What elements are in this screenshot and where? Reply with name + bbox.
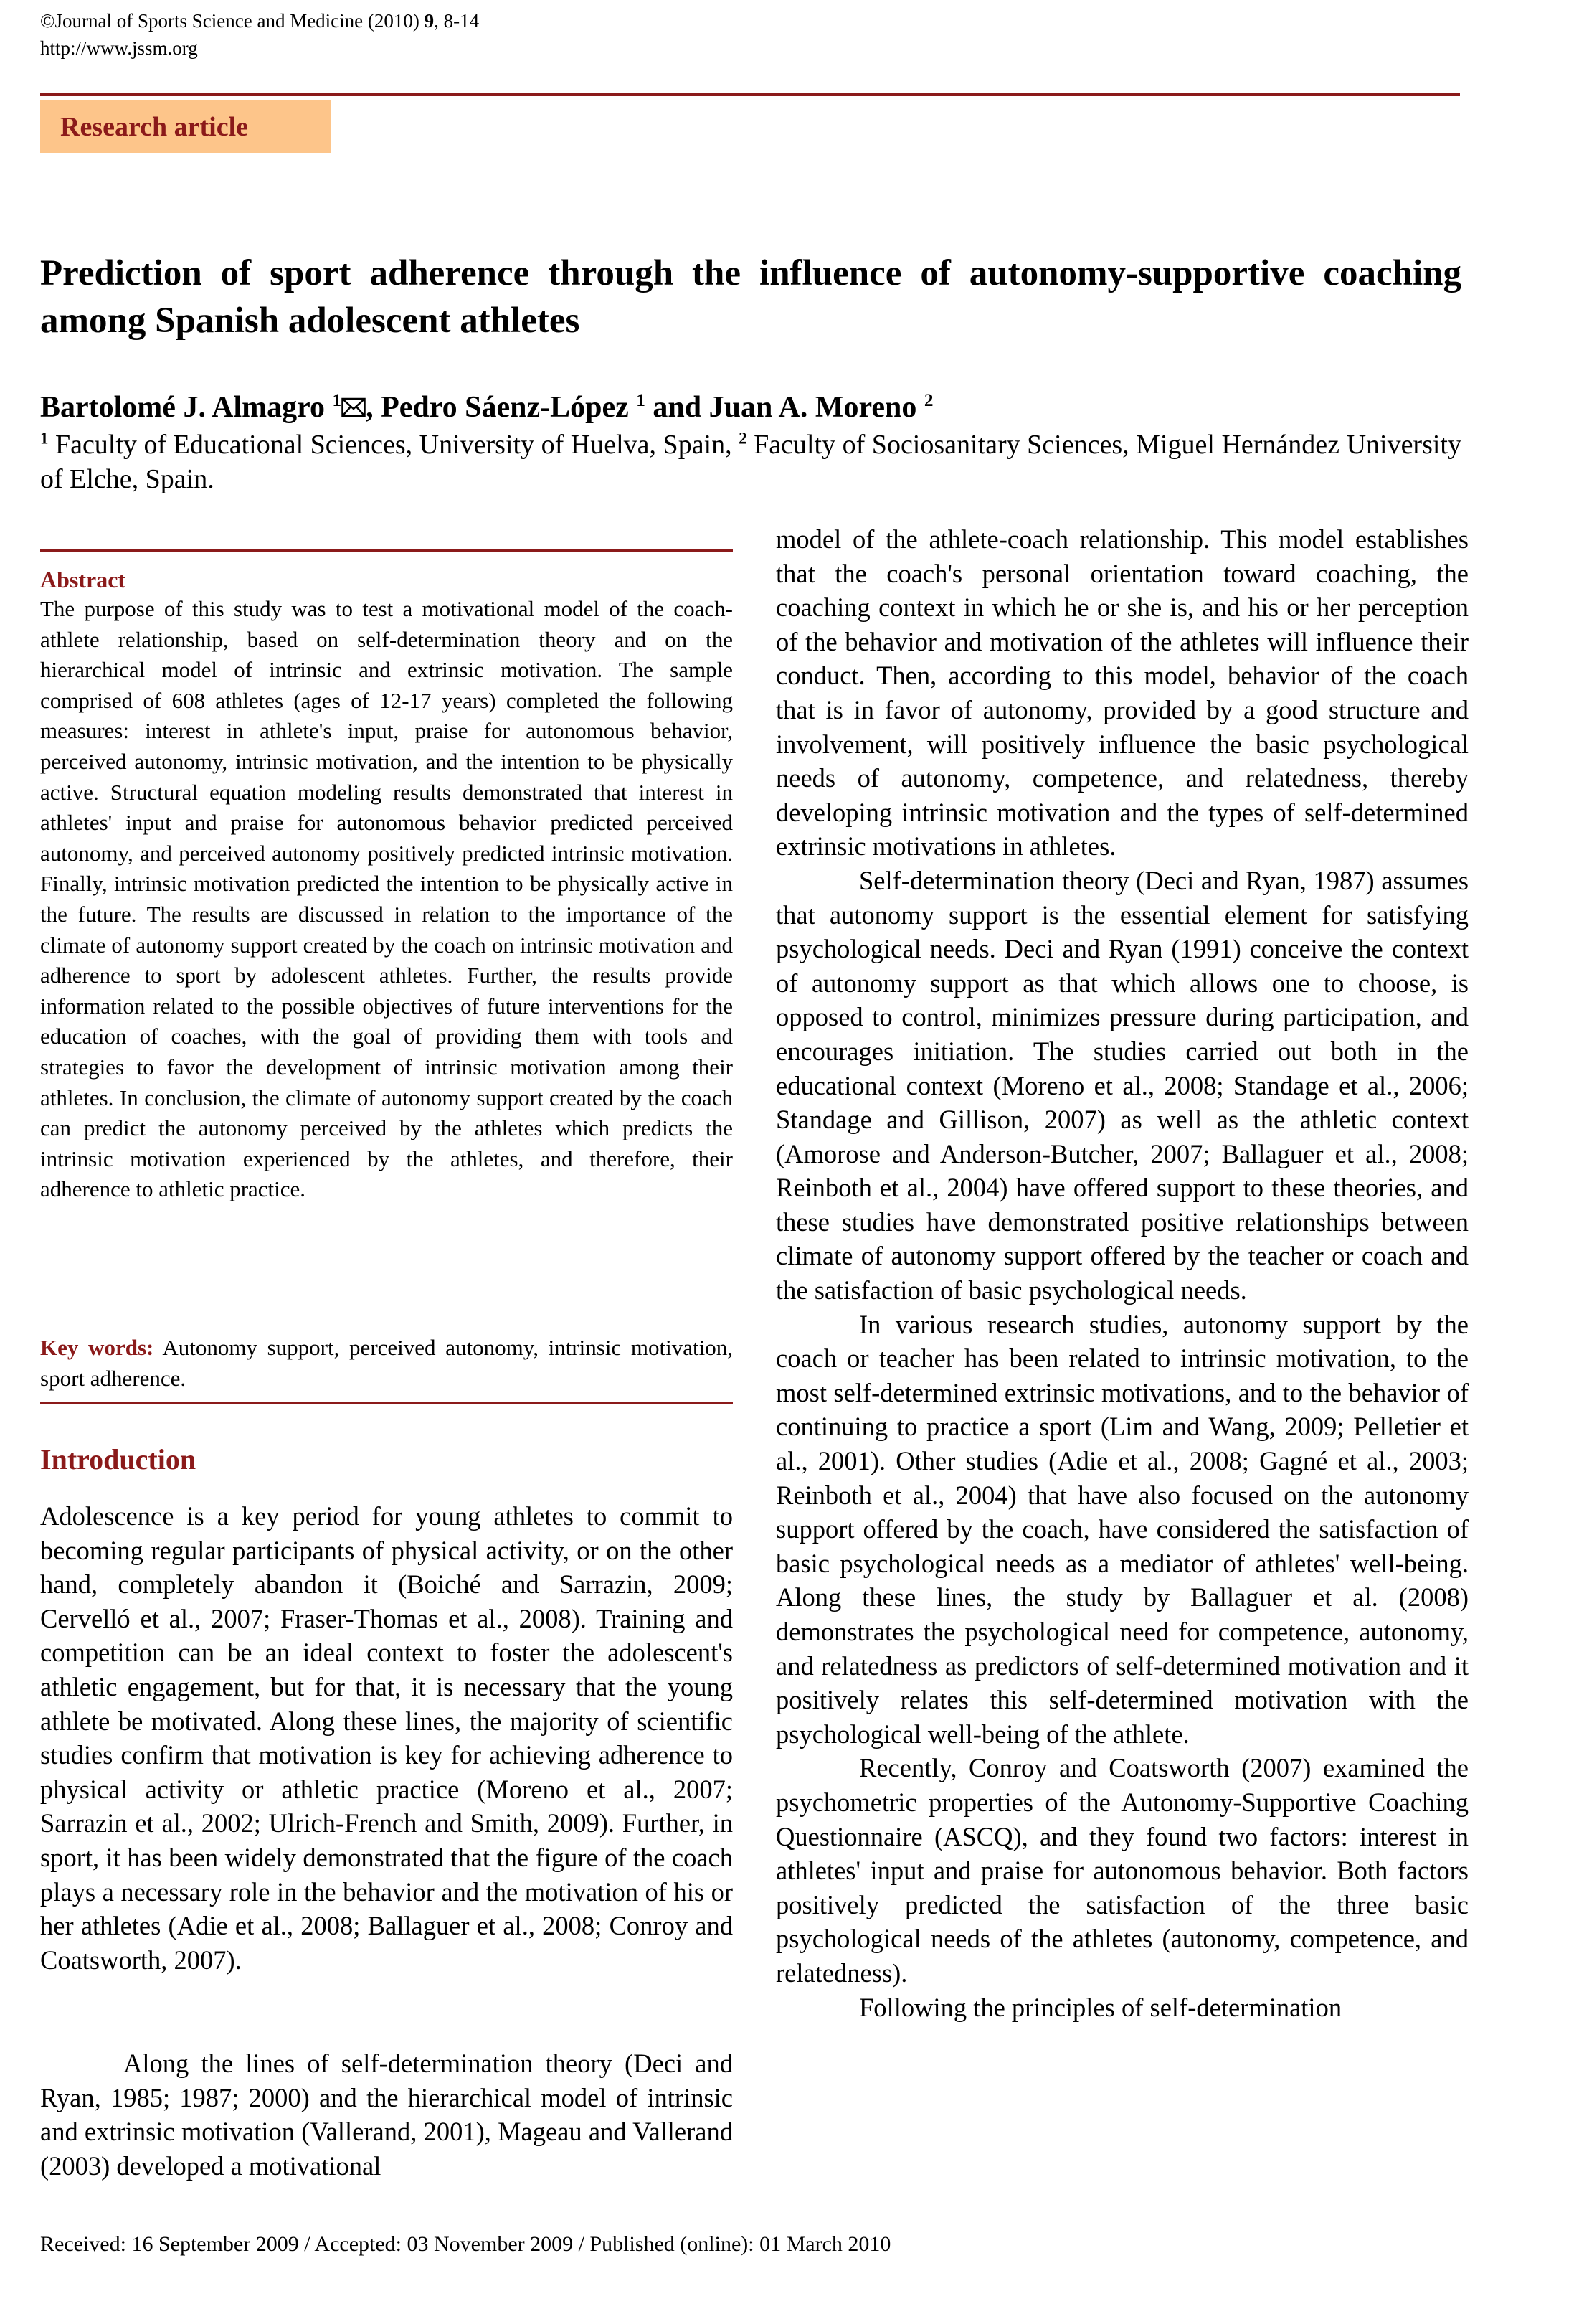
article-type-badge: Research article bbox=[40, 100, 331, 153]
citation-volume: 9 bbox=[424, 10, 435, 32]
right-column bbox=[776, 522, 1469, 2024]
header-divider bbox=[40, 93, 1460, 96]
author-list bbox=[40, 387, 1461, 429]
body-paragraph: Recently, Conroy and Coatsworth (2007) examined the psychometric properties of the Autonomy-Supportive Coaching Questionnaire (ASCQ), and they found two factors: interest in athletes' input and praise for autonomous behavior. Both factors positively predicted the satisfaction of the three basic psychological needs of the athletes (autonomy, competence, and relatedness). bbox=[776, 1753, 1469, 1988]
keywords-list: Autonomy support, perceived autonomy, intrinsic motivation, sport adherence. bbox=[40, 1335, 733, 1391]
introduction-paragraph: Adolescence is a key period for young athletes to commit to becoming regular participants of physical activity, or on the other hand, completely abandon it (Boiché and Sarrazin, 2009; Cervelló et al., 2007; Fraser-Thomas et al., 2008). Training and competition can be an ideal context to foster the adolescent's athletic engagement, but for that, it is necessary that the young athlete be motivated. Along these lines, the majority of scientific studies confirm that motivation is key for achieving adherence to physical activity or athletic practice (Moreno et al., 2007; Sarrazin et al., 2002; Ulrich-French and Smith, 2009). Further, in sport, it has been widely demonstrated that the figure of the coach plays a necessary role in the behavior and the motivation of his or her athletes (Adie et al., 2008; Ballaguer et al., 2008; Conroy and Coatsworth, 2007). bbox=[40, 1501, 733, 1975]
body-paragraph: model of the athlete-coach relationship. This model establishes that the coach's personal orientation toward coaching, the coaching context in which he or she is, and his or her perception of the behavior and motivation of the athletes will influence their conduct. Then, according to this model, behavior of the coach that is in favor of autonomy, provided by a good structure and involvement, will positively influence the basic psychological needs of autonomy, competence, and relatedness, thereby developing intrinsic motivation and the types of self-determined extrinsic motivations in athletes. bbox=[776, 524, 1469, 861]
author-1-affiliation: 1 bbox=[332, 391, 342, 410]
affiliation-2: Faculty of Sociosanitary Sciences, Miguel Hernández University of Elche, Spain. bbox=[40, 430, 1461, 494]
affiliation-1-marker: 1 bbox=[40, 429, 49, 448]
abstract-bottom-divider bbox=[40, 1402, 733, 1404]
affiliation-1: Faculty of Educational Sciences, University of Huelva, Spain, bbox=[48, 430, 739, 460]
email-icon[interactable] bbox=[341, 389, 366, 429]
author-2: , Pedro Sáenz-López bbox=[366, 391, 637, 424]
affiliations bbox=[40, 428, 1461, 496]
abstract-heading: Abstract bbox=[40, 567, 126, 592]
author-2-affiliation: 1 bbox=[636, 391, 645, 410]
author-3: and Juan A. Moreno bbox=[645, 391, 924, 424]
abstract-body: The purpose of this study was to test a motivational model of the coach-athlete relationship, based on self-determination theory and on the hierarchical model of intrinsic and extrinsic motivation. The sample comprised of 608 athletes (ages of 12-17 years) completed the following measures: interest in athlete's input, praise for autonomous behavior, perceived autonomy, intrinsic motivation, and the intention to be physically active. Structural equation modeling results demonstrated that interest in athletes' input and praise for autonomous behavior predicted perceived autonomy, and perceived autonomy positively predicted intrinsic motivation. Finally, intrinsic motivation predicted the intention to be physically active in the future. The results are discussed in relation to the importance of the climate of autonomy support created by the coach on intrinsic motivation and adherence to sport by adolescent athletes. Further, the results provide information related to the possible objectives of future interventions for the education of coaches, with the goal of providing them with tools and strategies to favor the development of intrinsic motivation among their athletes. In conclusion, the climate of autonomy support created by the coach can predict the autonomy perceived by the athletes which predicts the intrinsic motivation experienced by the athletes, and therefore, their adherence to athletic practice. bbox=[40, 596, 733, 1202]
citation-pages: , 8-14 bbox=[434, 10, 480, 32]
author-3-affiliation: 2 bbox=[924, 391, 934, 410]
keywords-label: Key words: bbox=[40, 1335, 154, 1360]
citation-prefix: ©Journal of Sports Science and Medicine (2010) bbox=[40, 10, 425, 32]
article-title: Prediction of sport adherence through the influence of autonomy-supportive coaching among Spanish adolescent athletes bbox=[40, 253, 1461, 341]
journal-url[interactable]: http://www.jssm.org bbox=[40, 37, 198, 59]
abstract-top-divider bbox=[40, 549, 733, 552]
body-paragraph: Self-determination theory (Deci and Ryan, 1987) assumes that autonomy support is the essential element for satisfying psychological needs. Deci and Ryan (1991) conceive the context of autonomy support as that which allows one to choose, is opposed to control, minimizes pressure during participation, and encourages initiation. The studies carried out both in the educational context (Moreno et al., 2008; Standage et al., 2006; Standage and Gillison, 2007) as well as the athletic context (Amorose and Anderson-Butcher, 2007; Ballaguer et al., 2008; Reinboth et al., 2004) have offered support to these theories, and these studies have demonstrated positive relationships between climate of autonomy support offered by the teacher or coach and the satisfaction of basic psychological needs. bbox=[776, 865, 1469, 1305]
publication-dates: Received: 16 September 2009 / Accepted: 03 November 2009 / Published (online): 01 March 2010 bbox=[40, 2232, 891, 2256]
keywords bbox=[40, 1333, 733, 1394]
introduction-paragraph: Along the lines of self-determination theory (Deci and Ryan, 1985; 1987; 2000) and the hierarchical model of intrinsic and extrinsic motivation (Vallerand, 2001), Mageau and Vallerand (2003) developed a motivational bbox=[40, 2049, 733, 2181]
introduction-heading: Introduction bbox=[40, 1443, 196, 1475]
author-1: Bartolomé J. Almagro bbox=[40, 391, 333, 424]
journal-citation bbox=[40, 9, 479, 33]
affiliation-2-marker: 2 bbox=[739, 429, 747, 448]
body-paragraph: In various research studies, autonomy support by the coach or teacher has been related to intrinsic motivation, to the most self-determined extrinsic motivations, and to the behavior of continuing to practice a sport (Lim and Wang, 2009; Pelletier et al., 2001). Other studies (Adie et al., 2008; Gagné et al., 2003; Reinboth et al., 2004) that have also focused on the autonomy support offered by the coach, have considered the satisfaction of basic psychological needs as a mediator of athletes' well-being. Along these lines, the study by Ballaguer et al. (2008) demonstrates the psychological need for competence, autonomy, and relatedness as predictors of self-determined motivation and it positively relates this self-determined motivation with the psychological well-being of the athlete. bbox=[776, 1309, 1469, 1749]
body-paragraph: Following the principles of self-determination bbox=[859, 1992, 1342, 2022]
